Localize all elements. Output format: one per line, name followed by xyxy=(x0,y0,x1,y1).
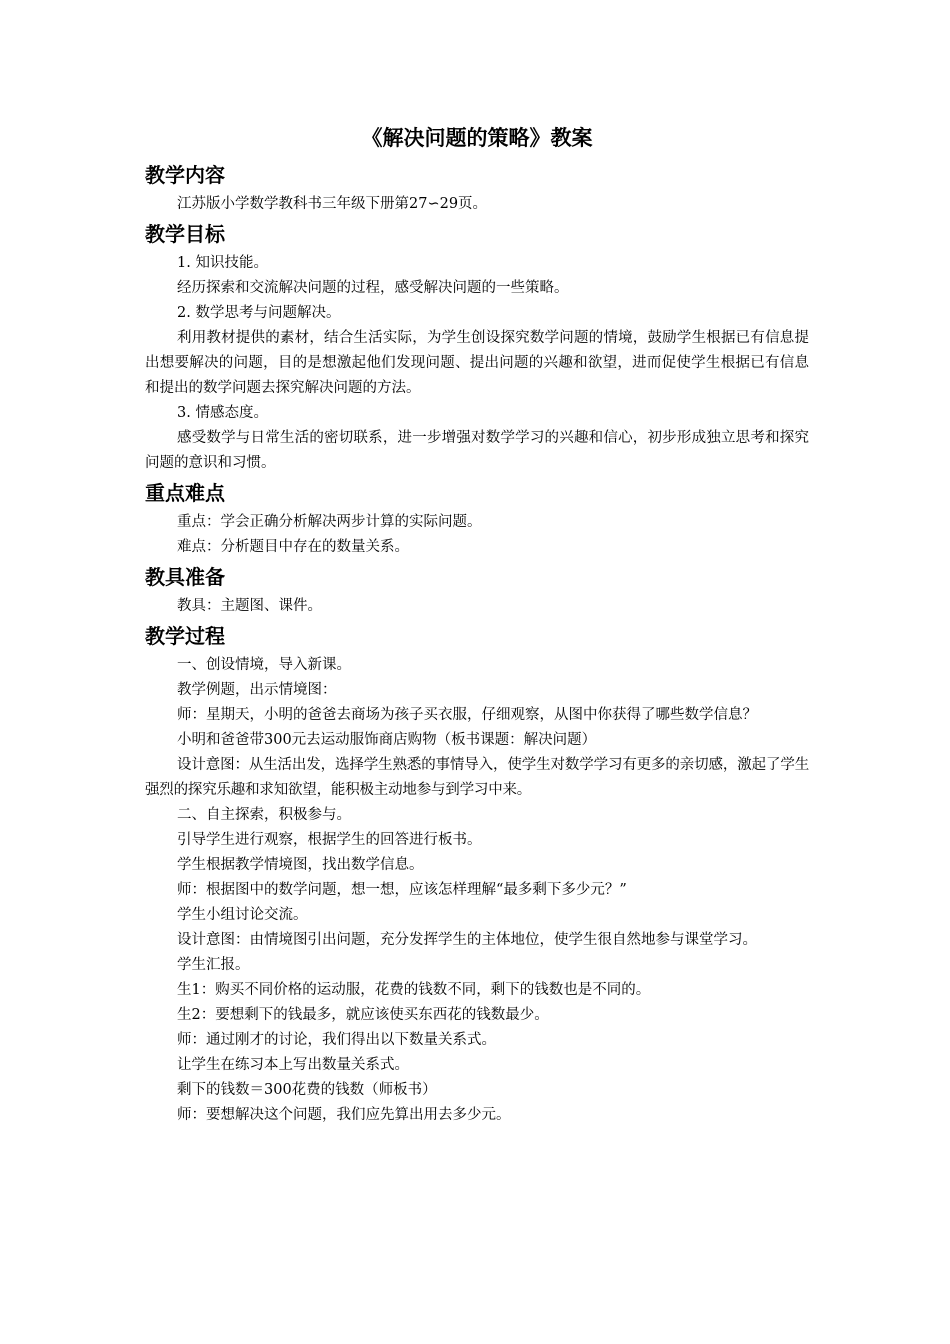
paragraph: 小明和爸爸带300元去运动服饰商店购物（板书课题：解决问题） xyxy=(177,732,597,748)
paragraph: 设计意图：从生活出发，选择学生熟悉的事情导入，使学生对数学学习有更多的亲切感，激起了学生强烈的探究乐趣和求知欲望，能积极主动地参与到学习中来。 xyxy=(145,757,809,798)
paragraph: 教具：主题图、课件。 xyxy=(177,598,322,614)
paragraph: 剩下的钱数＝300花费的钱数（师板书） xyxy=(177,1082,437,1098)
paragraph: 教学例题，出示情境图： xyxy=(177,682,337,698)
paragraph: 二、自主探索，积极参与。 xyxy=(177,807,351,823)
paragraph: 江苏版小学数学教科书三年级下册第27∽29页。 xyxy=(177,196,488,212)
section-materials xyxy=(145,560,809,619)
document-title: 《解决问题的策略》教案 xyxy=(361,126,593,150)
paragraph: 师：根据图中的数学问题，想一想，应该怎样理解“最多剩下多少元？” xyxy=(177,882,627,898)
paragraph: 一、创设情境，导入新课。 xyxy=(177,657,351,673)
paragraph: 师：通过刚才的讨论，我们得出以下数量关系式。 xyxy=(177,1032,496,1048)
paragraph: 师：星期天，小明的爸爸去商场为孩子买衣服，仔细观察，从图中你获得了哪些数学信息？ xyxy=(177,707,757,723)
paragraph: 感受数学与日常生活的密切联系，进一步增强对数学学习的兴趣和信心，初步形成独立思考和探究问题的意识和习惯。 xyxy=(145,430,809,471)
paragraph: 重点：学会正确分析解决两步计算的实际问题。 xyxy=(177,514,482,530)
paragraph: 学生根据教学情境图，找出数学信息。 xyxy=(177,857,424,873)
section-key-points xyxy=(145,476,809,560)
paragraph: 生1：购买不同价格的运动服，花费的钱数不同，剩下的钱数也是不同的。 xyxy=(177,982,651,998)
paragraph: 学生小组讨论交流。 xyxy=(177,907,308,923)
paragraph: 2. 数学思考与问题解决。 xyxy=(177,305,341,321)
paragraph: 利用教材提供的素材，结合生活实际，为学生创设探究数学问题的情境，鼓励学生根据已有信息提出想要解决的问题，目的是想激起他们发现问题、提出问题的兴趣和欲望，进而促使学生根据已有信息和提出的数学问题去探究解决问题的方法。 xyxy=(145,330,809,396)
paragraph: 设计意图：由情境图引出问题，充分发挥学生的主体地位，使学生很自然地参与课堂学习。 xyxy=(177,932,757,948)
section-heading: 教学内容 xyxy=(145,163,225,187)
section-heading: 教具准备 xyxy=(145,565,225,589)
paragraph: 3. 情感态度。 xyxy=(177,405,268,421)
section-heading: 重点难点 xyxy=(145,481,225,505)
document-page xyxy=(145,118,809,1128)
paragraph: 学生汇报。 xyxy=(177,957,250,973)
paragraph: 引导学生进行观察，根据学生的回答进行板书。 xyxy=(177,832,482,848)
section-process xyxy=(145,619,809,1128)
section-objectives xyxy=(145,217,809,476)
section-heading: 教学目标 xyxy=(145,222,225,246)
paragraph: 师：要想解决这个问题，我们应先算出用去多少元。 xyxy=(177,1107,511,1123)
paragraph: 难点：分析题目中存在的数量关系。 xyxy=(177,539,409,555)
paragraph: 经历探索和交流解决问题的过程，感受解决问题的一些策略。 xyxy=(177,280,569,296)
paragraph: 1. 知识技能。 xyxy=(177,255,268,271)
section-content xyxy=(145,158,809,217)
section-heading: 教学过程 xyxy=(145,624,225,648)
paragraph: 生2：要想剩下的钱最多，就应该使买东西花的钱数最少。 xyxy=(177,1007,549,1023)
paragraph: 让学生在练习本上写出数量关系式。 xyxy=(177,1057,409,1073)
